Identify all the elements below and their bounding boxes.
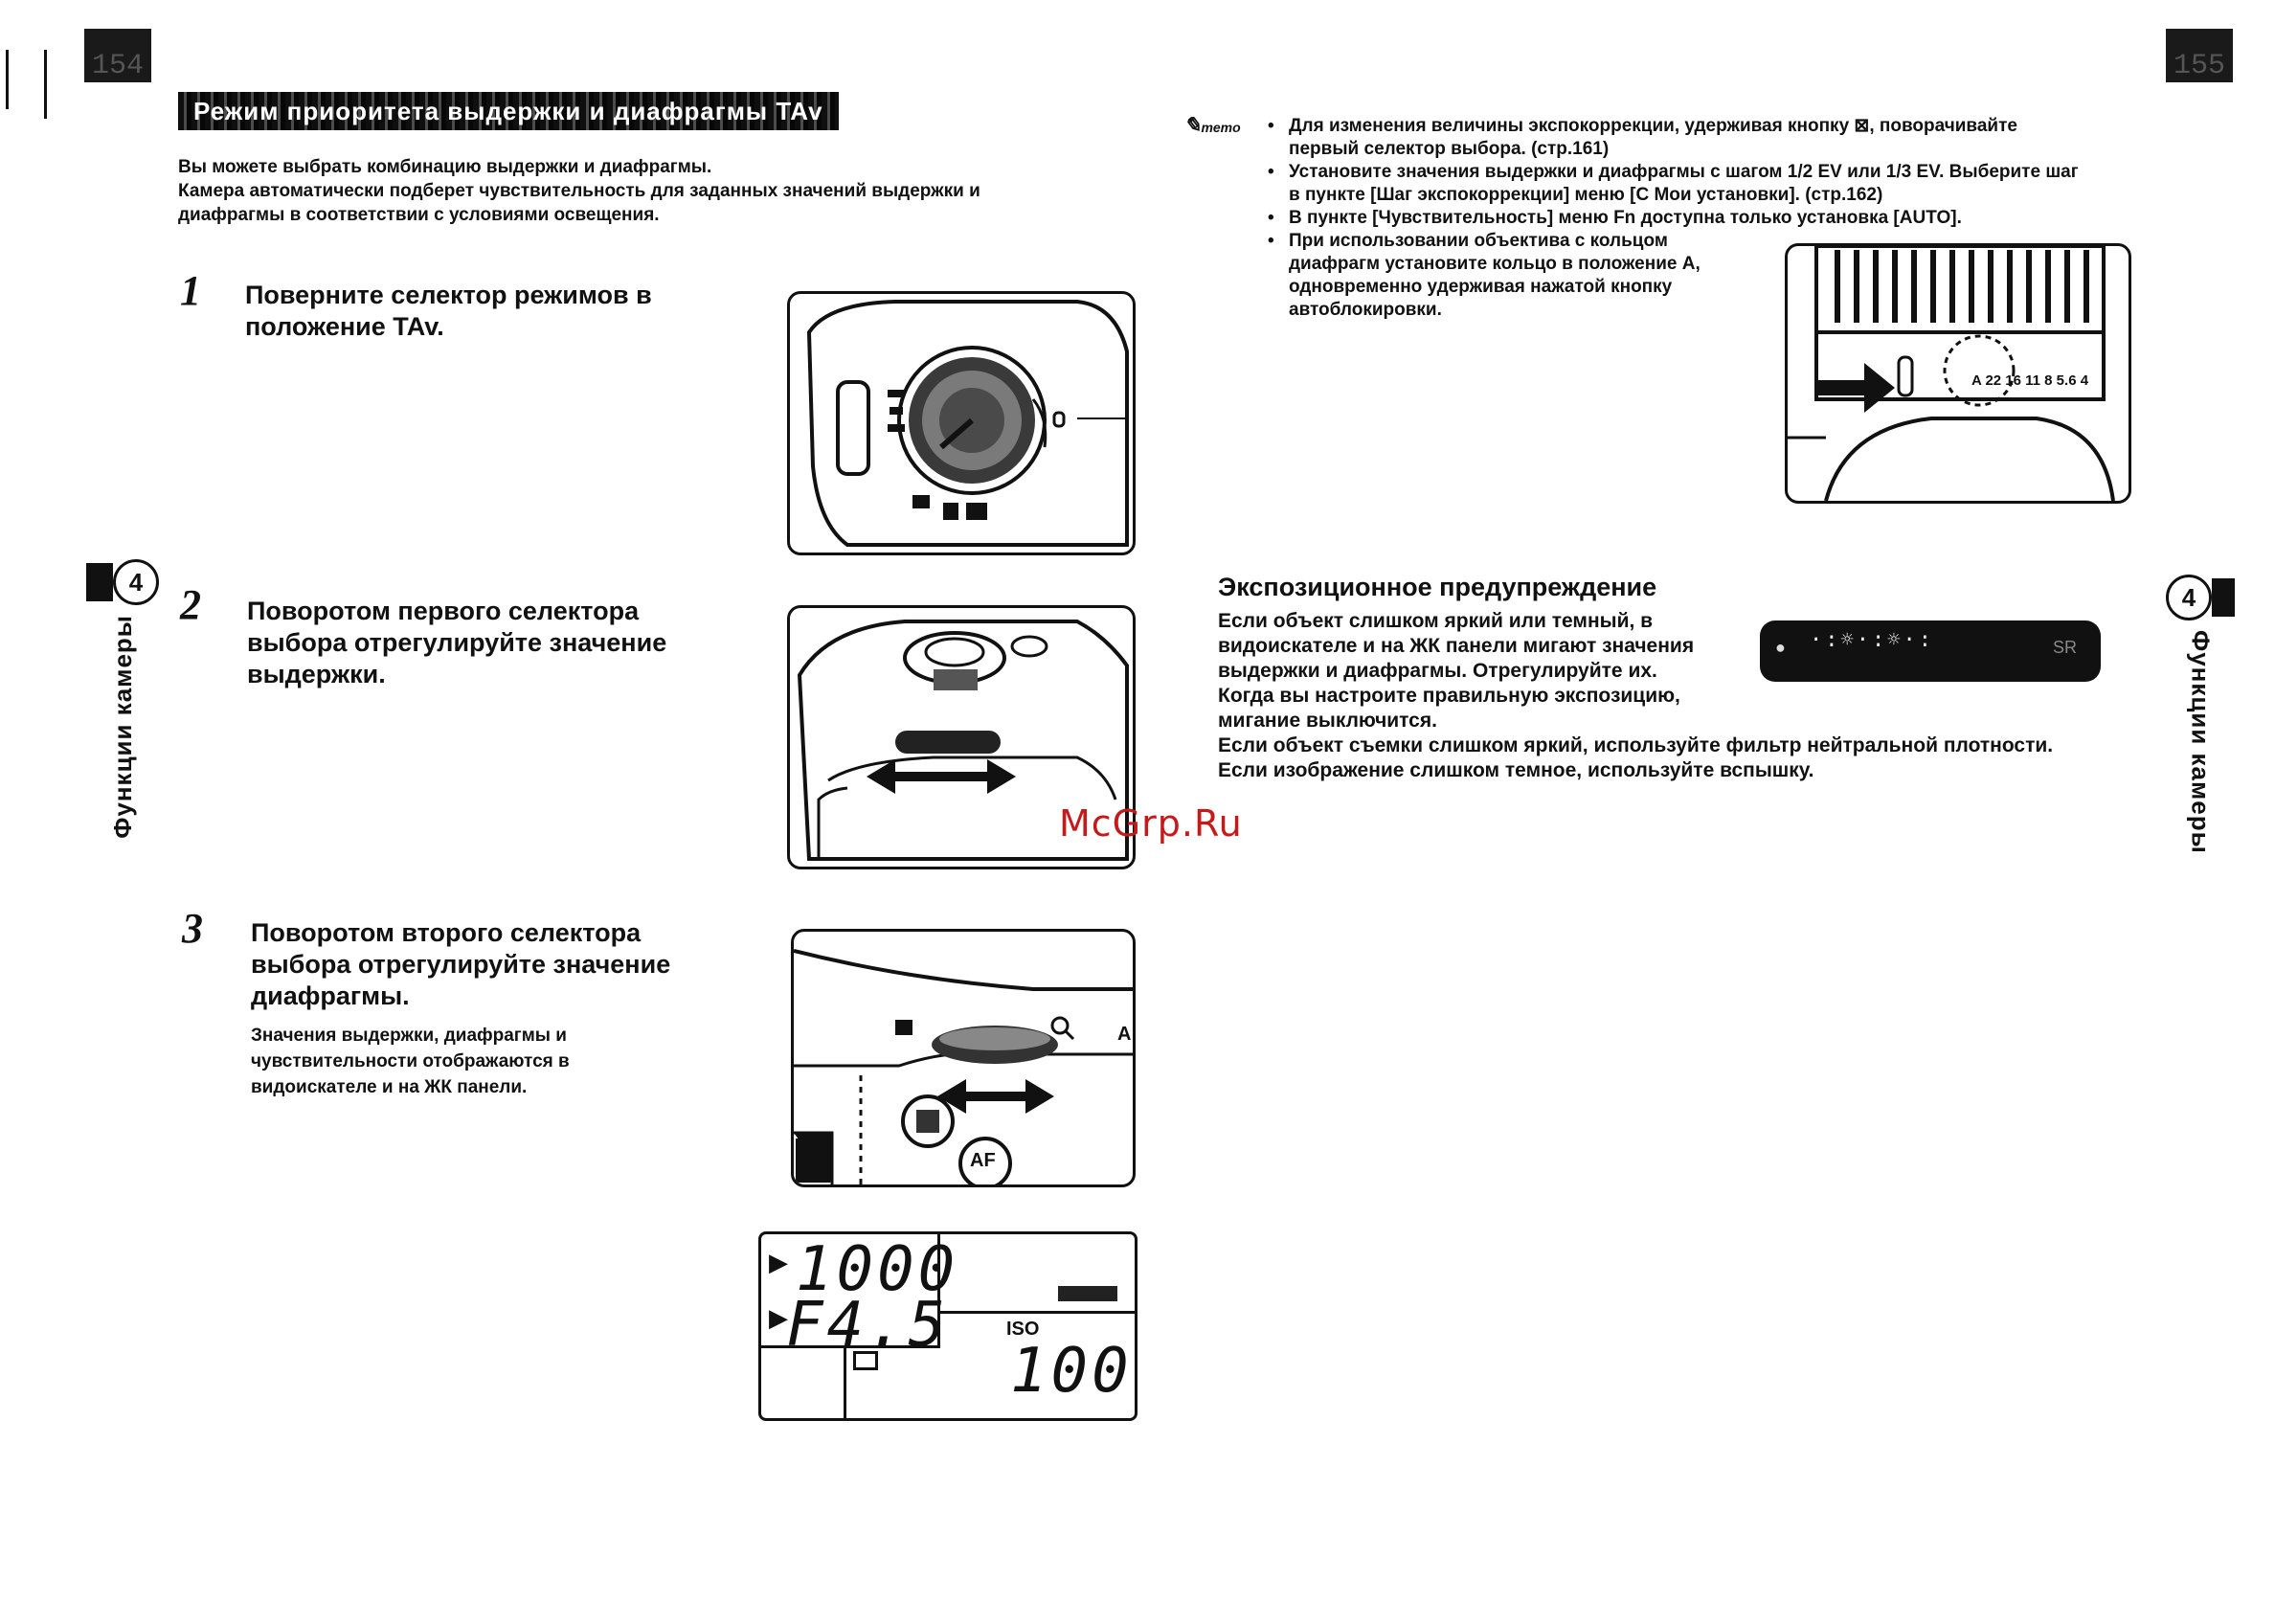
page-number-left: 154 bbox=[84, 29, 151, 82]
rear-dial-illustration bbox=[791, 929, 1136, 1187]
lcd-iso-value: 100 bbox=[1010, 1336, 1133, 1407]
step-heading-line: диафрагмы. bbox=[251, 981, 410, 1010]
warning-line: Если объект съемки слишком яркий, используйте фильтр нейтральной плотности. bbox=[1218, 734, 2054, 756]
viewfinder-sr: SR bbox=[2053, 638, 2078, 657]
binding-mark bbox=[44, 50, 47, 119]
warning-line: мигание выключится. bbox=[1218, 710, 1437, 732]
memo-line: • В пункте [Чувствительность] меню Fn доступна только установка [AUTO]. bbox=[1289, 208, 1962, 228]
step-3-heading bbox=[251, 917, 749, 1012]
viewfinder-display bbox=[1760, 620, 2101, 682]
watermark: McGrp.Ru bbox=[1059, 802, 1243, 845]
step-note-line: видоискателе и на ЖК панели. bbox=[251, 1077, 528, 1097]
battery-icon bbox=[1058, 1286, 1117, 1301]
chapter-label: Функции камеры bbox=[107, 615, 137, 839]
chapter-number-badge: 4 bbox=[113, 559, 159, 605]
step-heading-line: Поворотом второго селектора bbox=[251, 918, 642, 947]
intro-line: Камера автоматически подберет чувствительность для заданных значений выдержки и bbox=[178, 181, 980, 201]
step-note-line: чувствительности отображаются в bbox=[251, 1051, 570, 1071]
memo-line: первый селектор выбора. (стр.161) bbox=[1289, 139, 1610, 159]
chapter-label: Функции камеры bbox=[2186, 630, 2216, 854]
memo-item bbox=[1264, 115, 2135, 161]
step-heading-line: Поворотом первого селектора bbox=[247, 597, 640, 625]
intro-line: диафрагмы в соответствии с условиями освещения. bbox=[178, 205, 660, 225]
step-heading-line: положение TAv. bbox=[245, 312, 444, 341]
warning-line: Если изображение слишком темное, используйте вспышку. bbox=[1218, 759, 1814, 781]
memo-line: в пункте [Шаг экспокоррекции] меню [C Мои установки]. (стр.162) bbox=[1289, 185, 1883, 205]
warning-line: Когда вы настроите правильную экспозицию, bbox=[1218, 685, 1680, 707]
binding-mark bbox=[6, 50, 9, 109]
lcd-iso-label: ISO bbox=[1006, 1319, 1040, 1340]
memo-line: автоблокировки. bbox=[1289, 300, 1442, 320]
warning-line: видоискателе и на ЖК панели мигают значения bbox=[1218, 635, 1695, 657]
memo-line: • При использовании объектива с кольцом bbox=[1289, 231, 1668, 251]
lcd-divider bbox=[939, 1311, 1135, 1314]
step-1-number: 1 bbox=[180, 267, 201, 314]
section-title: Режим приоритета выдержки и диафрагмы TAv bbox=[178, 92, 839, 130]
pointer-icon: ● bbox=[1775, 638, 1786, 657]
step-heading-line: выдержки. bbox=[247, 660, 386, 688]
lcd-pointer-icon: ▶ bbox=[769, 1248, 788, 1276]
step-1-heading bbox=[245, 280, 743, 343]
af-button-label: AF bbox=[970, 1150, 996, 1171]
step-2-number: 2 bbox=[180, 581, 201, 628]
frame-icon bbox=[853, 1351, 878, 1370]
mode-dial-illustration bbox=[787, 291, 1136, 555]
lcd-panel bbox=[758, 1231, 1138, 1421]
memo-icon: ✎memo bbox=[1183, 113, 1241, 137]
memo-line: диафрагм установите кольцо в положение A, bbox=[1289, 254, 1701, 274]
step-3-number: 3 bbox=[182, 905, 203, 952]
side-tab-right bbox=[2166, 575, 2235, 854]
memo-item bbox=[1264, 230, 1768, 322]
chapter-number-badge: 4 bbox=[2166, 575, 2212, 620]
memo-line: одновременно удерживая нажатой кнопку bbox=[1289, 277, 1673, 297]
blinking-values-icon: ·:☼·:☼·: bbox=[1810, 628, 1934, 652]
lcd-pointer-icon: ▶ bbox=[769, 1303, 788, 1332]
memo-line: • Для изменения величины экспокоррекции, удерживая кнопку ⊠, поворачивайте bbox=[1289, 116, 2017, 136]
memo-item bbox=[1264, 161, 2135, 207]
step-heading-line: выбора отрегулируйте значение bbox=[251, 950, 671, 979]
lens-aperture-ring-illustration bbox=[1785, 243, 2131, 504]
step-heading-line: выбора отрегулируйте значение bbox=[247, 628, 667, 657]
lcd-shutter-value: 1000 bbox=[796, 1234, 959, 1305]
step-3-note bbox=[251, 1023, 653, 1100]
lcd-aperture-value: F4.5 bbox=[786, 1290, 950, 1361]
page-number-right: 155 bbox=[2166, 29, 2233, 82]
intro-line: Вы можете выбрать комбинацию выдержки и диафрагмы. bbox=[178, 157, 712, 177]
step-note-line: Значения выдержки, диафрагмы и bbox=[251, 1026, 567, 1046]
aperture-scale: A 22 16 11 8 5.6 4 bbox=[1971, 372, 2089, 389]
mode-label-a: A bbox=[1117, 1024, 1132, 1045]
side-tab-left bbox=[86, 559, 159, 839]
warning-heading: Экспозиционное предупреждение bbox=[1218, 573, 1657, 601]
memo-item bbox=[1264, 207, 2135, 230]
warning-line: выдержки и диафрагмы. Отрегулируйте их. bbox=[1218, 660, 1657, 682]
step-heading-line: Поверните селектор режимов в bbox=[245, 281, 652, 309]
warning-line: Если объект слишком яркий или темный, в bbox=[1218, 610, 1654, 632]
memo-line: • Установите значения выдержки и диафрагмы с шагом 1/2 EV или 1/3 EV. Выберите шаг bbox=[1289, 162, 2079, 182]
memo-label: memo bbox=[1201, 120, 1241, 135]
intro-text bbox=[178, 155, 1136, 227]
step-2-heading bbox=[247, 596, 745, 690]
